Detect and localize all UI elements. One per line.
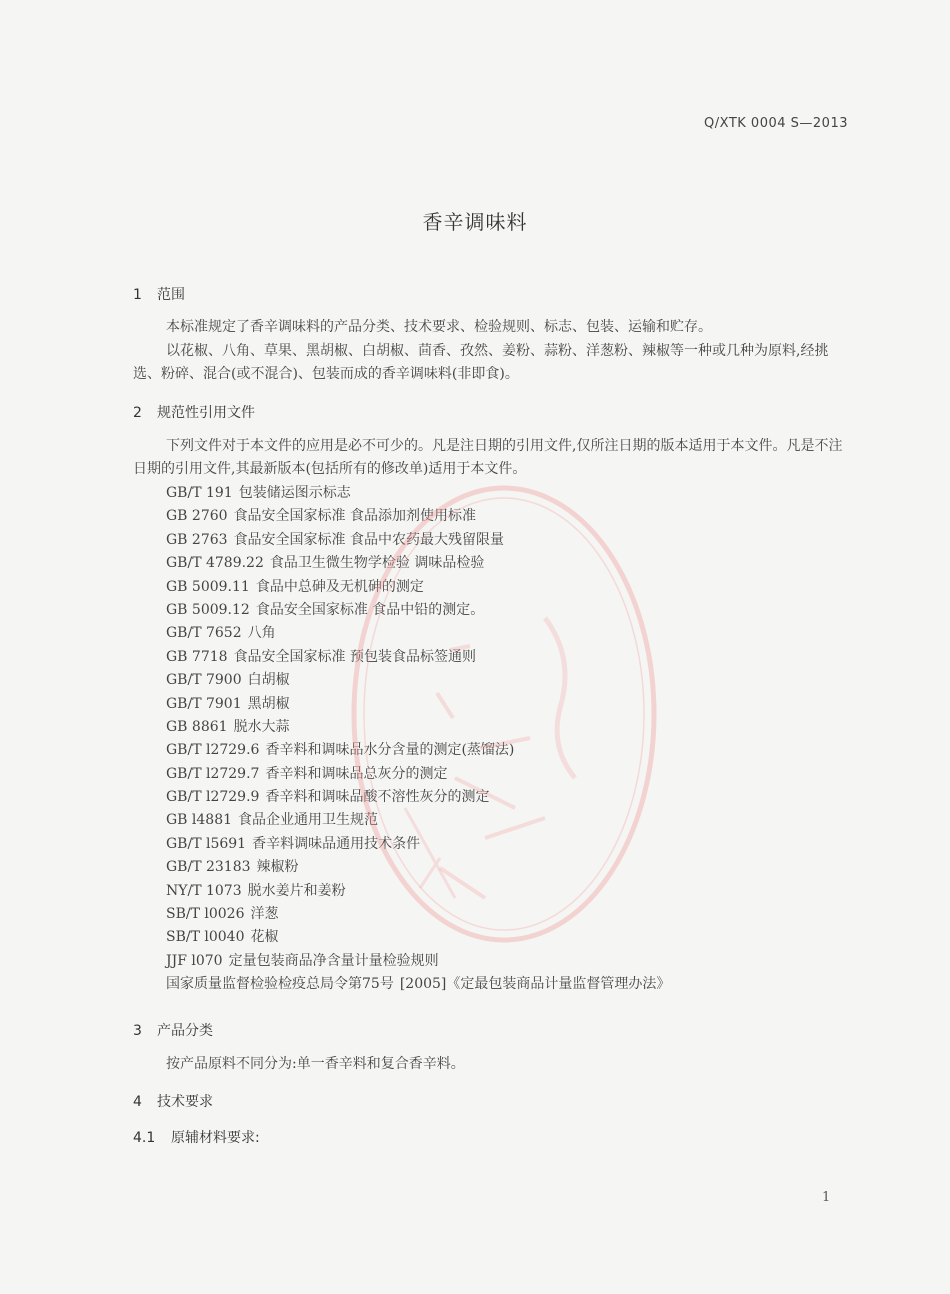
reference-item: [166, 833, 670, 856]
reference-item: [166, 903, 670, 926]
reference-item: [166, 505, 670, 528]
reference-item: [166, 739, 670, 762]
reference-item: [166, 856, 670, 879]
section-number: 4: [133, 1094, 142, 1110]
reference-title: 脱水大蒜: [233, 718, 290, 735]
reference-title: 包装储运图示标志: [238, 485, 351, 501]
reference-title: 白胡椒: [247, 672, 290, 689]
section-heading-scope: [133, 284, 185, 304]
reference-list: [166, 482, 670, 997]
reference-code: GB/T 4789.22: [166, 555, 264, 572]
subsection-heading-raw-materials: [133, 1127, 260, 1147]
reference-code: GB 8861: [166, 718, 228, 735]
reference-code: GB 5009.12: [166, 601, 250, 618]
reference-title: 香辛料调味品通用技术条件: [252, 835, 421, 852]
reference-code: GB 5009.11: [166, 578, 250, 595]
scope-paragraph-1: 本标准规定了香辛调味料的产品分类、技术要求、检验规则、标志、包装、运输和贮存。: [166, 319, 712, 335]
standard-code: Q/XTK 0004 S—2013: [704, 116, 848, 131]
section-number: 4.1: [133, 1130, 156, 1146]
reference-item: [166, 599, 670, 622]
reference-item: [166, 880, 670, 903]
section-title: 技术要求: [157, 1094, 213, 1110]
reference-item: [166, 646, 670, 669]
reference-item: [166, 809, 670, 832]
reference-code: GB/T 7900: [166, 672, 242, 689]
reference-item: [166, 669, 670, 692]
reference-title: [2005]《定最包装商品计量监督管理办法》: [399, 976, 671, 993]
section-number: 1: [133, 287, 142, 303]
section-title: 产品分类: [157, 1023, 213, 1039]
section-title: 规范性引用文件: [157, 405, 255, 421]
reference-code: GB 7718: [166, 648, 228, 665]
reference-code: GB/T l2729.7: [166, 765, 260, 782]
reference-item: [166, 529, 670, 552]
reference-item: [166, 786, 670, 809]
reference-title: 脱水姜片和姜粉: [247, 882, 346, 899]
reference-item: [166, 926, 670, 949]
reference-code: JJF l070: [166, 952, 223, 969]
section-title: 范围: [157, 287, 185, 303]
references-intro: 下列文件对于本文件的应用是必不可少的。凡是注日期的引用文件,仅所注日期的版本适用于本文件。凡是不注日期的引用文件,其最新版本(包括所有的修改单)适用于本文件。: [133, 438, 843, 477]
reference-title: 食品安全国家标准 食品中铅的测定。: [255, 601, 485, 618]
reference-title: 八角: [247, 625, 276, 642]
reference-code: GB l4881: [166, 812, 233, 829]
reference-item: [166, 716, 670, 739]
reference-code: 国家质量监督检验检疫总局令第75号: [166, 976, 394, 993]
document-title: 香辛调味料: [422, 210, 528, 234]
reference-title: 花椒: [250, 929, 279, 946]
reference-code: GB/T l5691: [166, 835, 247, 852]
reference-title: 食品安全国家标准 食品添加剂使用标准: [233, 508, 477, 525]
reference-code: GB/T l2729.9: [166, 789, 260, 806]
reference-title: 辣椒粉: [256, 859, 299, 876]
reference-title: 食品安全国家标准 食品中农药最大残留限量: [233, 531, 505, 548]
reference-code: SB/T l0040: [166, 929, 245, 946]
section-number: 3: [133, 1023, 142, 1039]
scope-paragraph-2: 以花椒、八角、草果、黑胡椒、白胡椒、茴香、孜然、姜粉、蒜粉、洋葱粉、辣椒等一种或几种为原料,经挑选、粉碎、混合(或不混合)、包装而成的香辛调味料(非即食)。: [133, 343, 829, 382]
reference-title: 香辛料和调味品总灰分的测定: [265, 765, 448, 782]
section-heading-references: [133, 402, 255, 422]
reference-item: [166, 622, 670, 645]
section-title: 原辅材料要求:: [171, 1130, 260, 1146]
section-number: 2: [133, 405, 142, 421]
reference-code: GB/T 7652: [166, 625, 242, 642]
reference-title: 香辛料和调味品酸不溶性灰分的测定: [265, 789, 490, 806]
reference-code: GB 2763: [166, 531, 228, 548]
reference-item: [166, 763, 670, 786]
reference-title: 香辛料和调味品水分含量的测定(蒸馏法): [265, 742, 515, 759]
reference-title: 食品安全国家标准 预包装食品标签通则: [233, 648, 477, 665]
reference-code: GB 2760: [166, 508, 228, 525]
page-number: 1: [822, 1190, 831, 1205]
reference-title: 食品卫生微生物学检验 调味品检验: [269, 555, 485, 572]
reference-code: GB/T 191: [166, 485, 233, 501]
reference-code: GB/T l2729.6: [166, 742, 260, 759]
section-heading-requirements: [133, 1091, 213, 1111]
classification-paragraph: 按产品原料不同分为:单一香辛料和复合香辛料。: [166, 1056, 465, 1072]
reference-title: 洋葱: [250, 906, 279, 923]
reference-title: 食品中总砷及无机砷的测定: [255, 578, 424, 595]
reference-code: NY/T 1073: [166, 882, 242, 899]
reference-item: [166, 973, 670, 996]
reference-title: 食品企业通用卫生规范: [238, 812, 379, 829]
reference-item: [166, 950, 670, 973]
reference-item: [166, 552, 670, 575]
reference-item: [166, 576, 670, 599]
reference-code: SB/T l0026: [166, 906, 245, 923]
reference-item: [166, 482, 670, 505]
reference-code: GB/T 23183: [166, 859, 251, 876]
reference-title: 定量包装商品净含量计量检验规则: [228, 952, 439, 969]
reference-code: GB/T 7901: [166, 695, 242, 712]
section-heading-classification: [133, 1020, 213, 1040]
reference-title: 黑胡椒: [247, 695, 290, 712]
reference-item: [166, 693, 670, 716]
